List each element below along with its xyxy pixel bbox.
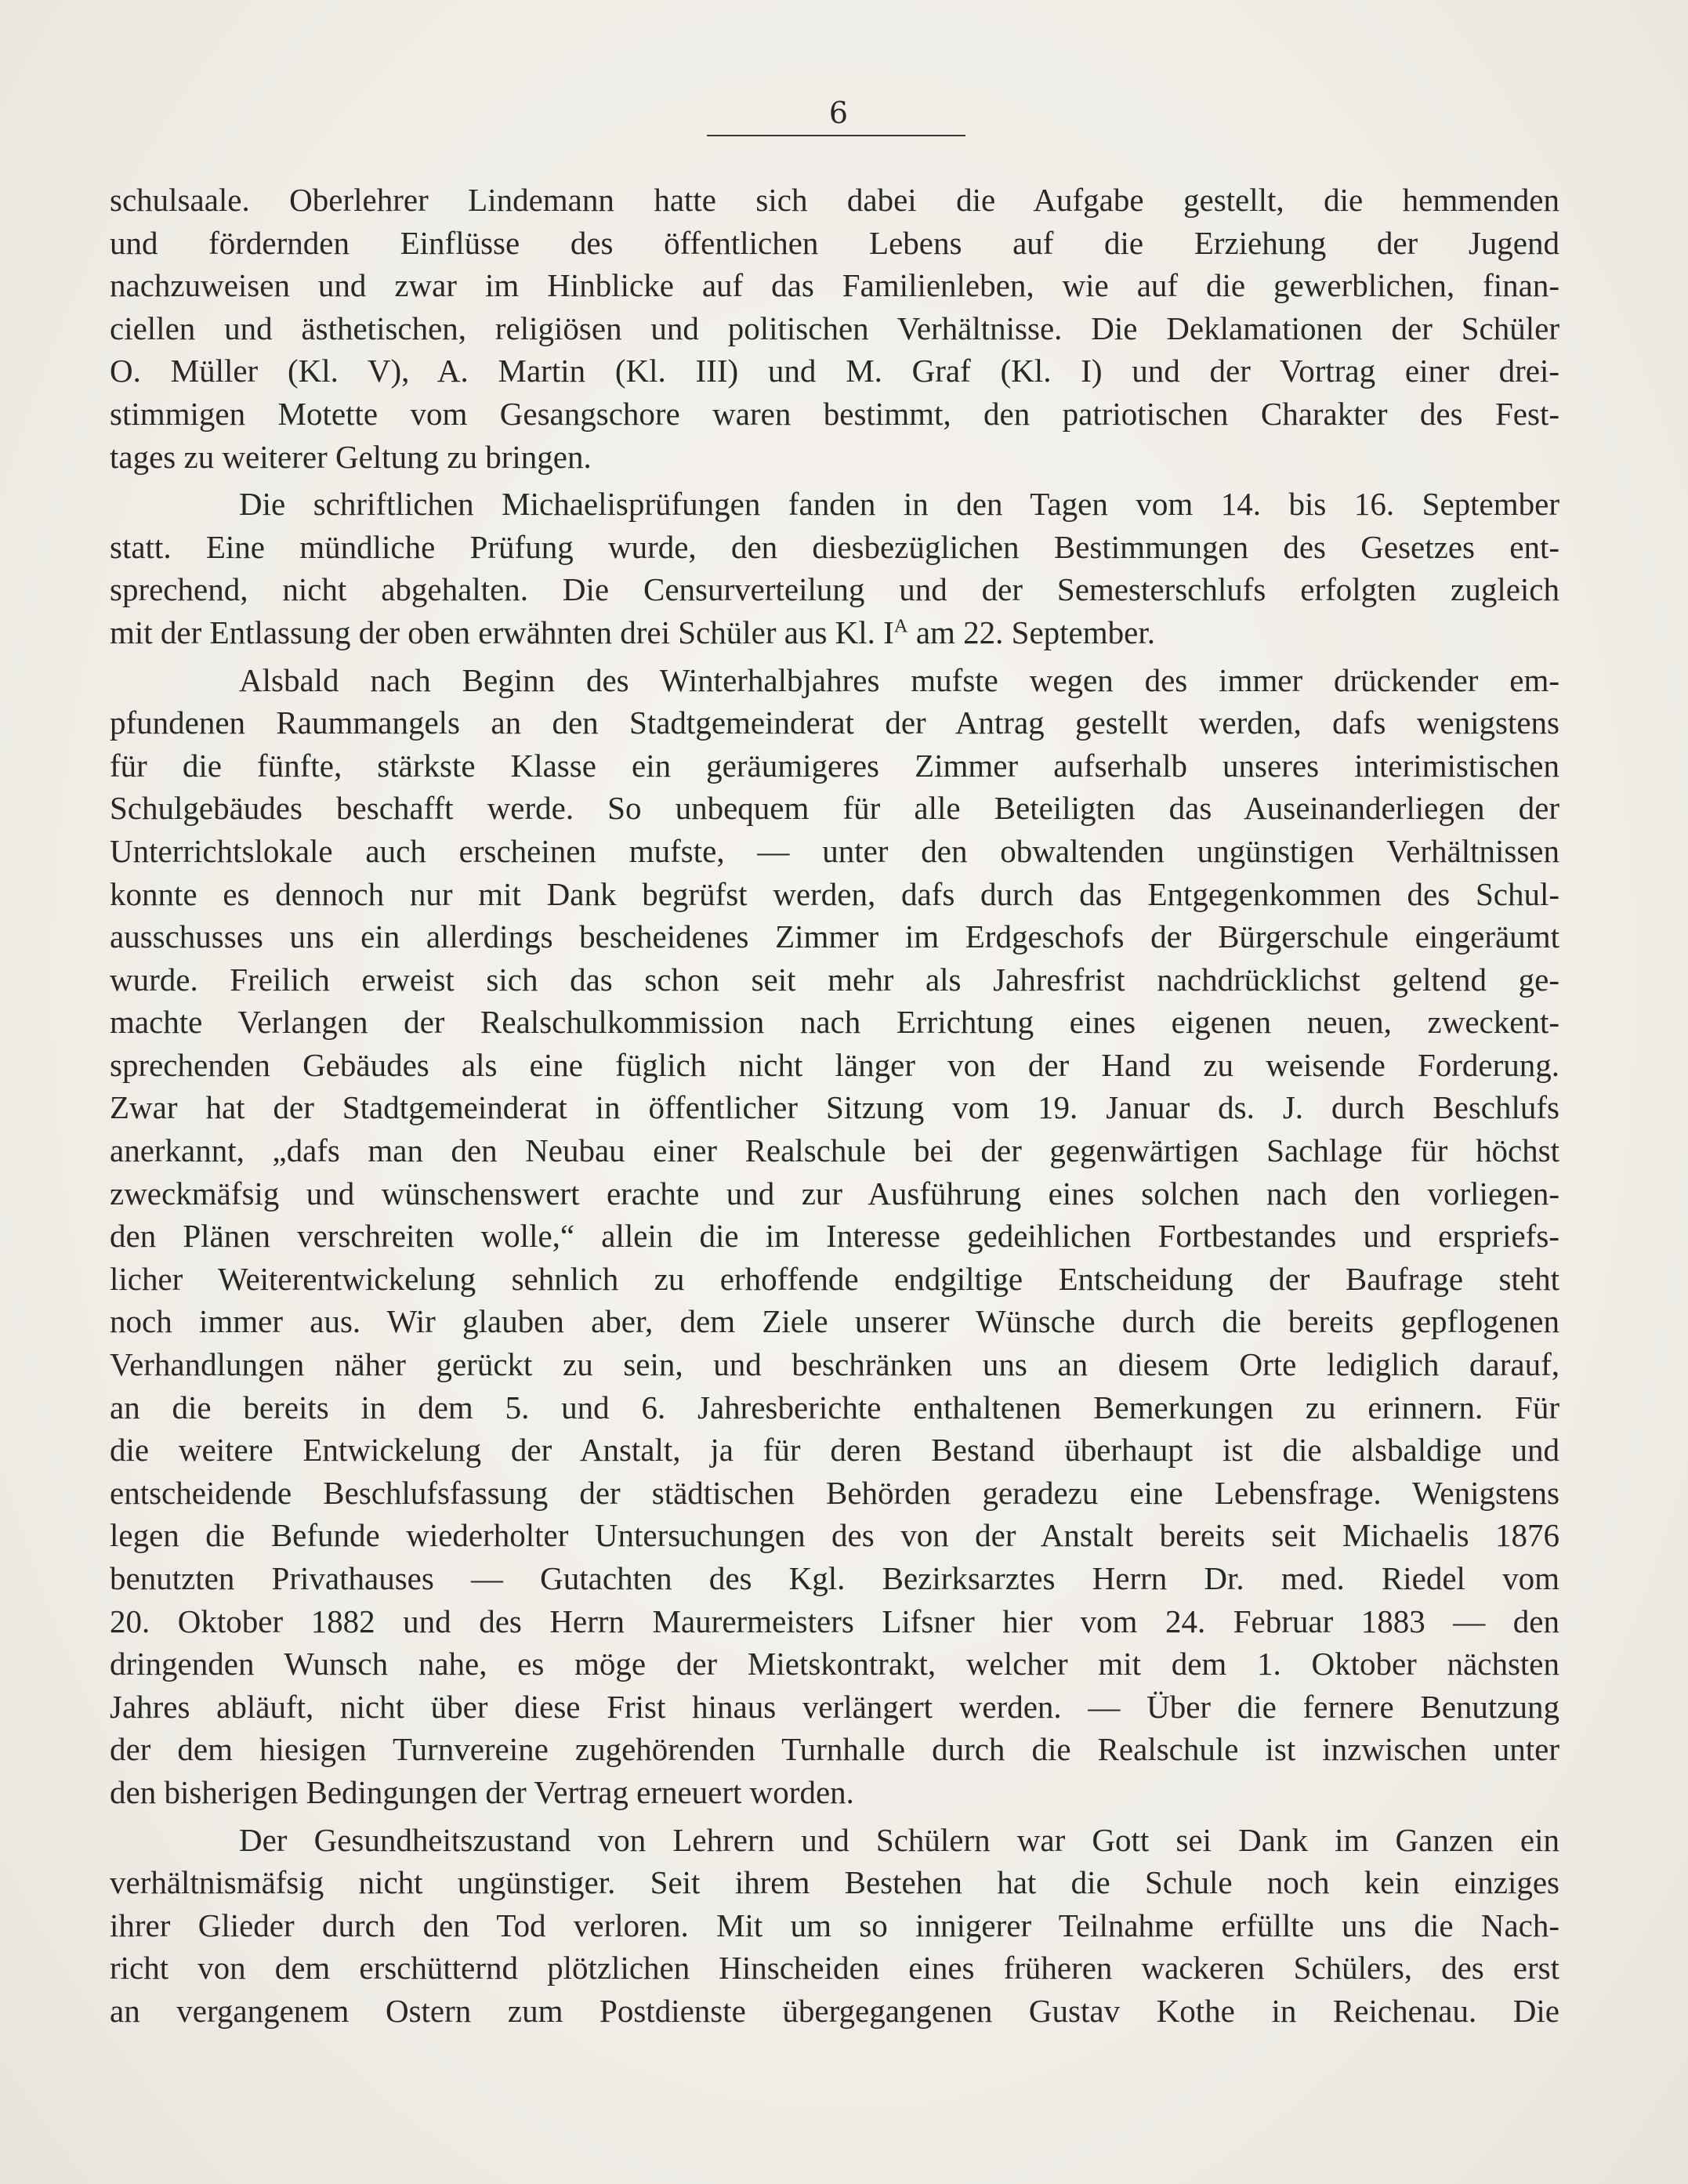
text-segment: mit der Entlassung der oben erwähnten drei Schüler aus Kl. I: [110, 614, 894, 650]
text-line: pfundenen Raummangels an den Stadtgemeinderat der Antrag gestellt werden, dafs wenigstens: [110, 704, 1559, 741]
text-line: der dem hiesigen Turnvereine zugehörenden Turnhalle durch die Realschule ist inzwischen unter: [110, 1731, 1559, 1768]
text-line: licher Weiterentwickelung sehnlich zu erhoffende endgiltige Entscheidung der Baufrage steht: [110, 1260, 1559, 1297]
text-line: Die schriftlichen Michaelisprüfungen fanden in den Tagen vom 14. bis 16. September: [239, 486, 1559, 523]
header-rule: [707, 135, 965, 136]
paragraph-health: [110, 1819, 1559, 2033]
text-line: noch immer aus. Wir glauben aber, dem Ziele unserer Wünsche durch die bereits gepflogenen: [110, 1303, 1559, 1340]
text-line: zweckmäfsig und wünschenswert erachte und zur Ausführung eines solchen nach den vorliegen-: [110, 1175, 1559, 1212]
text-line: legen die Befunde wiederholter Untersuchungen des von der Anstalt bereits seit Michaelis 1876: [110, 1517, 1559, 1554]
text-line: an die bereits in dem 5. und 6. Jahresberichte enthaltenen Bemerkungen zu erinnern. Für: [110, 1389, 1559, 1425]
text-line: machte Verlangen der Realschulkommission nach Errichtung eines eigenen neuen, zweckent-: [110, 1004, 1559, 1041]
text-segment: am 22. September.: [907, 614, 1155, 650]
text-line: tages zu weiterer Geltung zu bringen.: [110, 438, 592, 475]
text-line: wurde. Freilich erweist sich das schon seit mehr als Jahresfrist nachdrücklichst geltend ge-: [110, 961, 1559, 998]
text-line: Schulgebäudes beschafft werde. So unbequem für alle Beteiligten das Auseinanderliegen der: [110, 790, 1559, 827]
text-line: sprechenden Gebäudes als eine füglich nicht länger von der Hand zu weisende Forderung.: [110, 1046, 1559, 1083]
text-line: 20. Oktober 1882 und des Herrn Maurermeisters Lifsner hier vom 24. Februar 1883 — den: [110, 1603, 1559, 1639]
text-line: den bisherigen Bedingungen der Vertrag erneuert worden.: [110, 1773, 854, 1810]
text-line: an vergangenem Ostern zum Postdienste übergegangenen Gustav Kothe in Reichenau. Die: [110, 1992, 1559, 2029]
body-text: [110, 179, 1559, 2033]
text-line: die weitere Entwickelung der Anstalt, ja für deren Bestand überhaupt ist die alsbaldige und: [110, 1432, 1559, 1469]
text-line: ihrer Glieder durch den Tod verloren. Mit um so innigerer Teilnahme erfüllte uns die Nach-: [110, 1907, 1559, 1943]
text-line: nachzuweisen und zwar im Hinblicke auf das Familienleben, wie auf die gewerblichen, finan-: [110, 267, 1559, 304]
paragraph-building: [110, 659, 1559, 1814]
text-line: stimmigen Motette vom Gesangschore waren bestimmt, den patriotischen Charakter des Fest-: [110, 395, 1559, 432]
class-superscript: A: [893, 615, 908, 637]
text-line: Jahres abläuft, nicht über diese Frist hinaus verlängert werden. — Über die fernere Benutzung: [110, 1688, 1559, 1725]
page-number: 6: [828, 96, 849, 130]
text-line: Zwar hat der Stadtgemeinderat in öffentlicher Sitzung vom 19. Januar ds. J. durch Beschlufs: [110, 1089, 1559, 1126]
text-line: statt. Eine mündliche Prüfung wurde, den diesbezüglichen Bestimmungen des Gesetzes ent-: [110, 528, 1559, 565]
text-line: den Plänen verschreiten wolle,“ allein die im Interesse gedeihlichen Fortbestandes und erspriefs-: [110, 1218, 1559, 1255]
text-line: entscheidende Beschlufsfassung der städtischen Behörden geradezu eine Lebensfrage. Wenigstens: [110, 1474, 1559, 1511]
text-line: Verhandlungen näher gerückt zu sein, und beschränken uns an diesem Orte lediglich darauf,: [110, 1346, 1559, 1383]
text-line: O. Müller (Kl. V), A. Martin (Kl. III) und M. Graf (Kl. I) und der Vortrag einer drei-: [110, 353, 1559, 389]
paragraph-festival: [110, 179, 1559, 478]
text-line: Der Gesundheitszustand von Lehrern und Schülern war Gott sei Dank im Ganzen ein: [239, 1821, 1559, 1858]
text-line: benutzten Privathauses — Gutachten des Kgl. Bezirksarztes Herrn Dr. med. Riedel vom: [110, 1560, 1559, 1596]
text-line: richt von dem erschütternd plötzlichen Hinscheiden eines früheren wackeren Schülers, des erst: [110, 1950, 1559, 1987]
text-line: sprechend, nicht abgehalten. Die Censurverteilung und der Semesterschlufs erfolgten zugleich: [110, 571, 1559, 608]
text-line: Unterrichtslokale auch erscheinen mufste, — unter den obwaltenden ungünstigen Verhältnissen: [110, 832, 1559, 869]
text-line: dringenden Wunsch nahe, es möge der Mietskontrakt, welcher mit dem 1. Oktober nächsten: [110, 1646, 1559, 1682]
text-line: anerkannt, „dafs man den Neubau einer Realschule bei der gegenwärtigen Sachlage für höchst: [110, 1132, 1559, 1169]
text-line: schulsaale. Oberlehrer Lindemann hatte sich dabei die Aufgabe gestellt, die hemmenden: [110, 182, 1559, 218]
text-line: konnte es dennoch nur mit Dank begrüfst werden, dafs durch das Entgegenkommen des Schul-: [110, 875, 1559, 912]
paragraph-exams: [110, 483, 1559, 654]
text-line: verhältnismäfsig nicht ungünstiger. Seit ihrem Bestehen hat die Schule noch kein einziges: [110, 1864, 1559, 1901]
text-line: und fördernden Einflüsse des öffentlichen Lebens auf die Erziehung der Jugend: [110, 224, 1559, 261]
text-line: ciellen und ästhetischen, religiösen und politischen Verhältnisse. Die Deklamationen der Schüler: [110, 310, 1559, 346]
text-line: für die fünfte, stärkste Klasse ein geräumigeres Zimmer aufserhalb unseres interimistischen: [110, 747, 1559, 784]
text-line: [110, 611, 1559, 654]
text-line: Alsbald nach Beginn des Winterhalbjahres mufste wegen des immer drückender em-: [239, 661, 1559, 698]
text-line: ausschusses uns ein allerdings bescheidenes Zimmer im Erdgeschofs der Bürgerschule eingeräumt: [110, 918, 1559, 955]
